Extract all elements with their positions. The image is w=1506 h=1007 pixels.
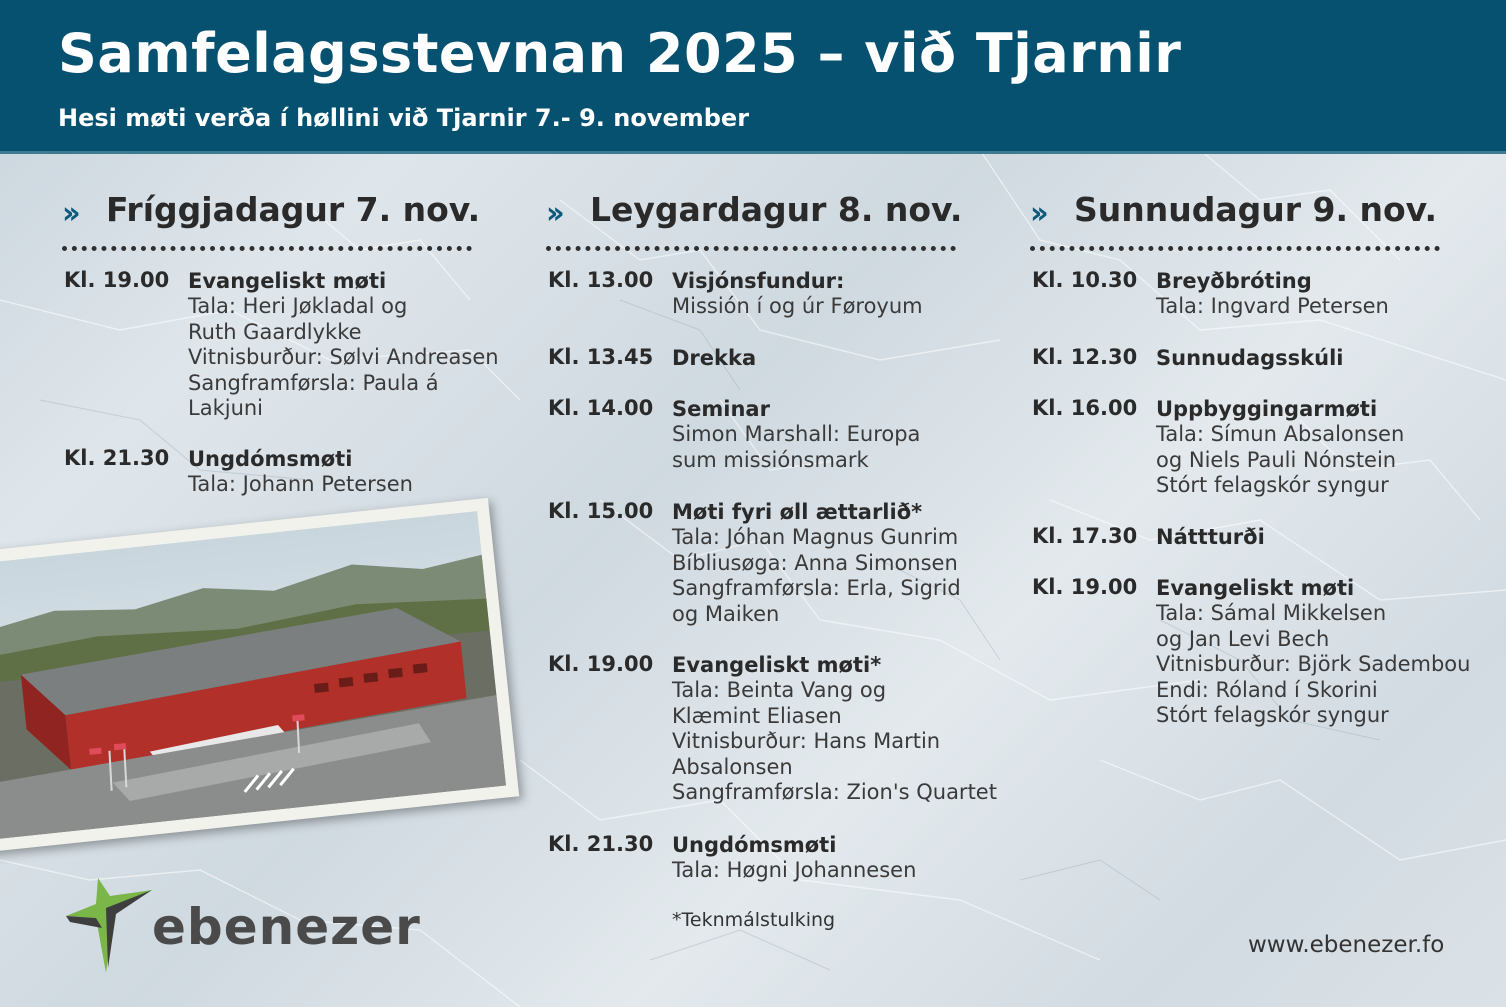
event-time: Kl. 12.30 — [1032, 345, 1138, 369]
event-detail: Tala: Beinta Vang og — [672, 678, 887, 702]
event-time: Kl. 10.30 — [1032, 268, 1138, 292]
event-time: Kl. 17.30 — [1032, 524, 1138, 548]
event-detail: Sangframførsla: Erla, Sigrid — [672, 576, 961, 601]
event-detail: Absalonsen — [672, 754, 793, 779]
footnote-sign-language: *Teknmálstulking — [672, 909, 836, 931]
event-detail: Tala: Ingvard Petersen — [1156, 294, 1389, 318]
event-time: Kl. 15.00 — [548, 499, 654, 523]
event-title: Evangeliskt møti — [188, 269, 387, 293]
day-title: Fríggjadagur 7. nov. — [106, 190, 481, 229]
event-detail: Ruth Gaardlykke — [188, 319, 362, 344]
event-item — [1032, 575, 1470, 729]
event-item — [1032, 524, 1265, 550]
dotted-divider — [546, 246, 956, 251]
event-time: Kl. 14.00 — [548, 396, 654, 420]
event-item — [548, 832, 916, 884]
event-detail: Simon Marshall: Europa — [672, 422, 921, 446]
event-detail: Tala: Johann Petersen — [188, 472, 413, 496]
event-time: Kl. 19.00 — [548, 652, 654, 676]
event-item — [548, 499, 961, 627]
event-title: Drekka — [672, 346, 757, 370]
event-title: Uppbyggingarmøti — [1156, 397, 1378, 421]
event-detail: Tala: Jóhan Magnus Gunrim — [672, 525, 959, 549]
event-title: Breyðbróting — [1156, 269, 1312, 293]
event-detail: Klæmint Eliasen — [672, 703, 842, 728]
event-item — [548, 268, 923, 320]
page-title: Samfelagsstevnan 2025 – við Tjarnir — [58, 22, 1182, 85]
event-time: Kl. 21.30 — [548, 832, 654, 856]
event-title: Evangeliskt møti* — [672, 653, 882, 677]
day-title: Leygardagur 8. nov. — [590, 190, 963, 229]
event-time: Kl. 13.45 — [548, 345, 654, 369]
event-detail: Tala: Sámal Mikkelsen — [1156, 601, 1387, 625]
double-chevron-icon: ›› — [62, 196, 75, 231]
event-item — [548, 345, 756, 371]
event-detail: sum missiónsmark — [672, 447, 869, 472]
dotted-divider — [1030, 246, 1440, 251]
event-time: Kl. 19.00 — [64, 268, 170, 292]
event-title: Seminar — [672, 397, 770, 421]
venue-building-photo-icon — [0, 511, 506, 839]
event-detail: Vitnisburður: Hans Martin — [672, 729, 941, 754]
event-item — [1032, 396, 1404, 499]
double-chevron-icon: ›› — [546, 196, 559, 231]
event-title: Møti fyri øll ættarlið* — [672, 500, 923, 524]
event-time: Kl. 13.00 — [548, 268, 654, 292]
event-title: Visjónsfundur: — [672, 269, 845, 293]
event-detail: Sangframførsla: Zion's Quartet — [672, 780, 997, 805]
event-item — [64, 446, 413, 498]
event-item — [64, 268, 499, 422]
event-detail: Bíbliusøga: Anna Simonsen — [672, 550, 958, 575]
event-detail: Tala: Høgni Johannesen — [672, 858, 917, 882]
event-title: Náttturði — [1156, 525, 1265, 549]
event-time: Kl. 21.30 — [64, 446, 170, 470]
event-detail: og Jan Levi Bech — [1156, 626, 1330, 651]
day-title: Sunnudagur 9. nov. — [1074, 190, 1438, 229]
event-detail: Vitnisburður: Björk Sadembou — [1156, 652, 1471, 677]
event-title: Ungdómsmøti — [188, 447, 353, 471]
event-item — [548, 396, 920, 473]
website-link[interactable]: www.ebenezer.fo — [1248, 932, 1445, 958]
event-detail: Endi: Róland í Skorini — [1156, 677, 1378, 702]
event-detail: Stórt felagskór syngur — [1156, 703, 1389, 728]
cross-logo-icon — [66, 878, 158, 973]
event-detail: Tala: Símun Absalonsen — [1156, 422, 1405, 446]
event-detail: Stórt felagskór syngur — [1156, 473, 1389, 498]
event-item — [1032, 345, 1343, 371]
event-detail: Vitnisburður: Sølvi Andreasen — [188, 345, 499, 370]
event-title: Sunnudagsskúli — [1156, 346, 1344, 370]
event-detail: og Maiken — [672, 601, 780, 626]
dotted-divider — [62, 246, 472, 251]
event-detail: Missión í og úr Føroyum — [672, 294, 923, 318]
logo-wordmark: ebenezer — [152, 898, 421, 956]
event-detail: Sangframførsla: Paula á — [188, 370, 439, 395]
event-time: Kl. 16.00 — [1032, 396, 1138, 420]
event-title: Evangeliskt møti — [1156, 576, 1355, 600]
page-subtitle: Hesi møti verða í høllini við Tjarnir 7.- 9. november — [58, 104, 750, 132]
venue-photo — [0, 498, 519, 852]
event-detail: og Niels Pauli Nónstein — [1156, 447, 1397, 472]
double-chevron-icon: ›› — [1030, 196, 1043, 231]
ebenezer-logo — [66, 878, 426, 973]
event-item — [548, 652, 997, 806]
event-detail: Lakjuni — [188, 396, 264, 421]
event-time: Kl. 19.00 — [1032, 575, 1138, 599]
header-banner — [0, 0, 1506, 154]
event-detail: Tala: Heri Jøkladal og — [188, 294, 408, 318]
event-item — [1032, 268, 1389, 320]
event-title: Ungdómsmøti — [672, 833, 837, 857]
